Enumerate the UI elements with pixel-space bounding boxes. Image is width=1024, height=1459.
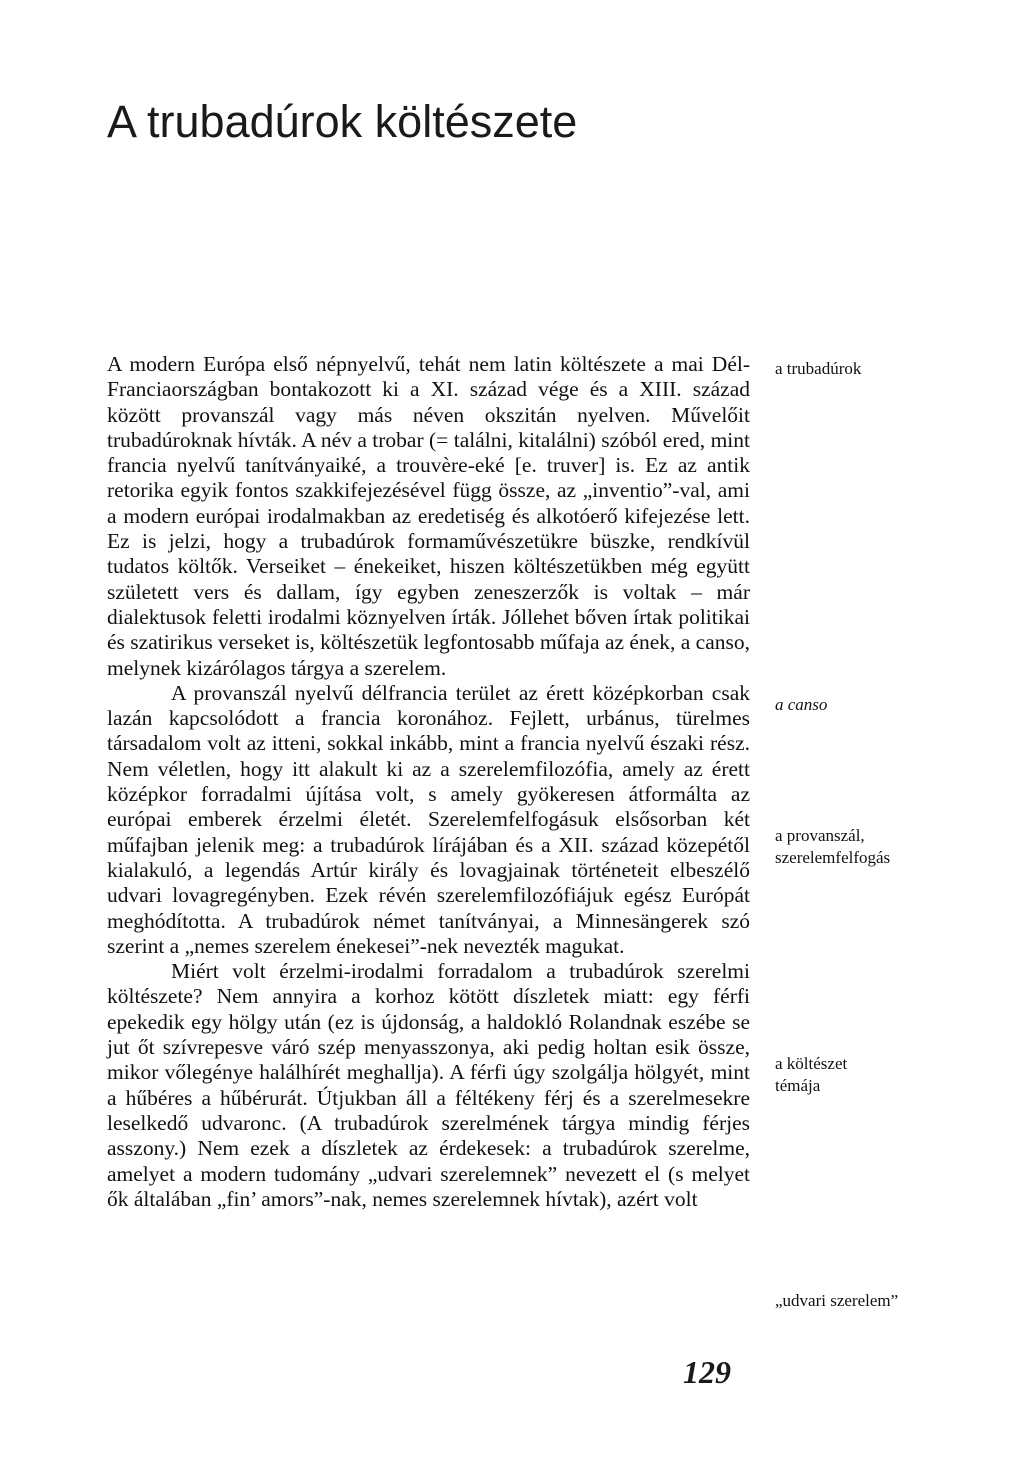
margin-note-trubadurok: a trubadúrok (775, 359, 862, 378)
paragraph: Miért volt érzelmi-irodalmi forradalom a trubadúrok szerelmi költészete? Nem annyira a korhoz kötött díszletek miatt: egy férfi epekedik egy hölgy után (ez is újdonság, a haldokló Rolandnak eszébe se jut őt szívrepesve váró szép menyasszonya, aki pedig holtan esik össze, mikor vőlegénye halálhírét meghallja). A férfi úgy szolgálja hölgyét, mint a hűbéres a hűbérurát. Útjukban áll a féltékeny férj és a szerelmesekre leselkedő udvaronc. (A trubadúrok szerelmének tárgya mindig férjes asszony.) Nem ezek a díszletek az érdekesek: a trubadúrok szerelme, amelyet a modern tudomány „udvari szerelemnek” nevezett el (s melyet ők általában „fin’ amors”-nak, nemes szerelemnek hívtak), azért volt (107, 959, 750, 1211)
paragraph: A modern Európa első népnyelvű, tehát nem latin költészete a mai Dél-Franciaországban bontakozott ki a XI. század vége és a XIII. század között provanszál vagy más néven okszitán nyelven. Művelőit trubadúroknak hívták. A név a trobar (= találni, kitalálni) szóból ered, mint francia nyelvű tanítványaiké, a trouvère-eké [e. truver] is. Ez az antik retorika egyik fontos szakkifejezésével függ össze, az „inventio”-val, ami a modern európai irodalmakban az eredetiség és alkotóerő kifejezése lett. Ez is jelzi, hogy a trubadúrok formaművészetükre büszke, rendkívül tudatos költők. Verseiket – énekeiket, hiszen költészetükben még együtt született vers és dallam, így egyben zeneszerzők is voltak – már dialektusok feletti irodalmi köznyelven írták. Jóllehet bőven írtak politikai és szatirikus verseket is, költészetük legfontosabb műfaja az ének, a canso, melynek kizárólagos tárgya a szerelem. (107, 352, 750, 680)
body-text (107, 352, 750, 1212)
chapter-title: A trubadúrok költészete (107, 96, 578, 147)
margin-note-provanszal: a provanszál, szerelemfelfogás (775, 826, 891, 867)
margin-note-udvari-szerelem: „udvari szerelem” (775, 1291, 899, 1310)
paragraph: A provanszál nyelvű délfrancia terület az érett középkorban csak lazán kapcsolódott a francia koronához. Fejlett, urbánus, türelmes társadalom volt az itteni, sokkal inkább, mint a francia nyelvű északi rész. Nem véletlen, hogy itt alakult ki az a szerelemfilozófia, amely az érett középkor forradalmi újítása volt, s amely gyökeresen átformálta az európai emberek érzelmi életét. Szerelemfelfogásuk elsősorban két műfajban jelenik meg: a trubadúrok lírájában és a XII. század közepétől kialakuló, a legendás Artúr király és lovagjainak történeteit elbeszélő udvari lovagregényben. Ezek révén szerelemfilozófiájuk egész Európát meghódította. A trubadúrok német tanítványai, a Minnesängerek szó szerint a „nemes szerelem énekesei”-nek nevezték magukat. (107, 680, 750, 958)
margin-note-canso: a canso (775, 695, 828, 714)
margin-note-kolteszet-temaja: a költészet témája (775, 1054, 848, 1095)
page-number: 129 (683, 1354, 731, 1390)
